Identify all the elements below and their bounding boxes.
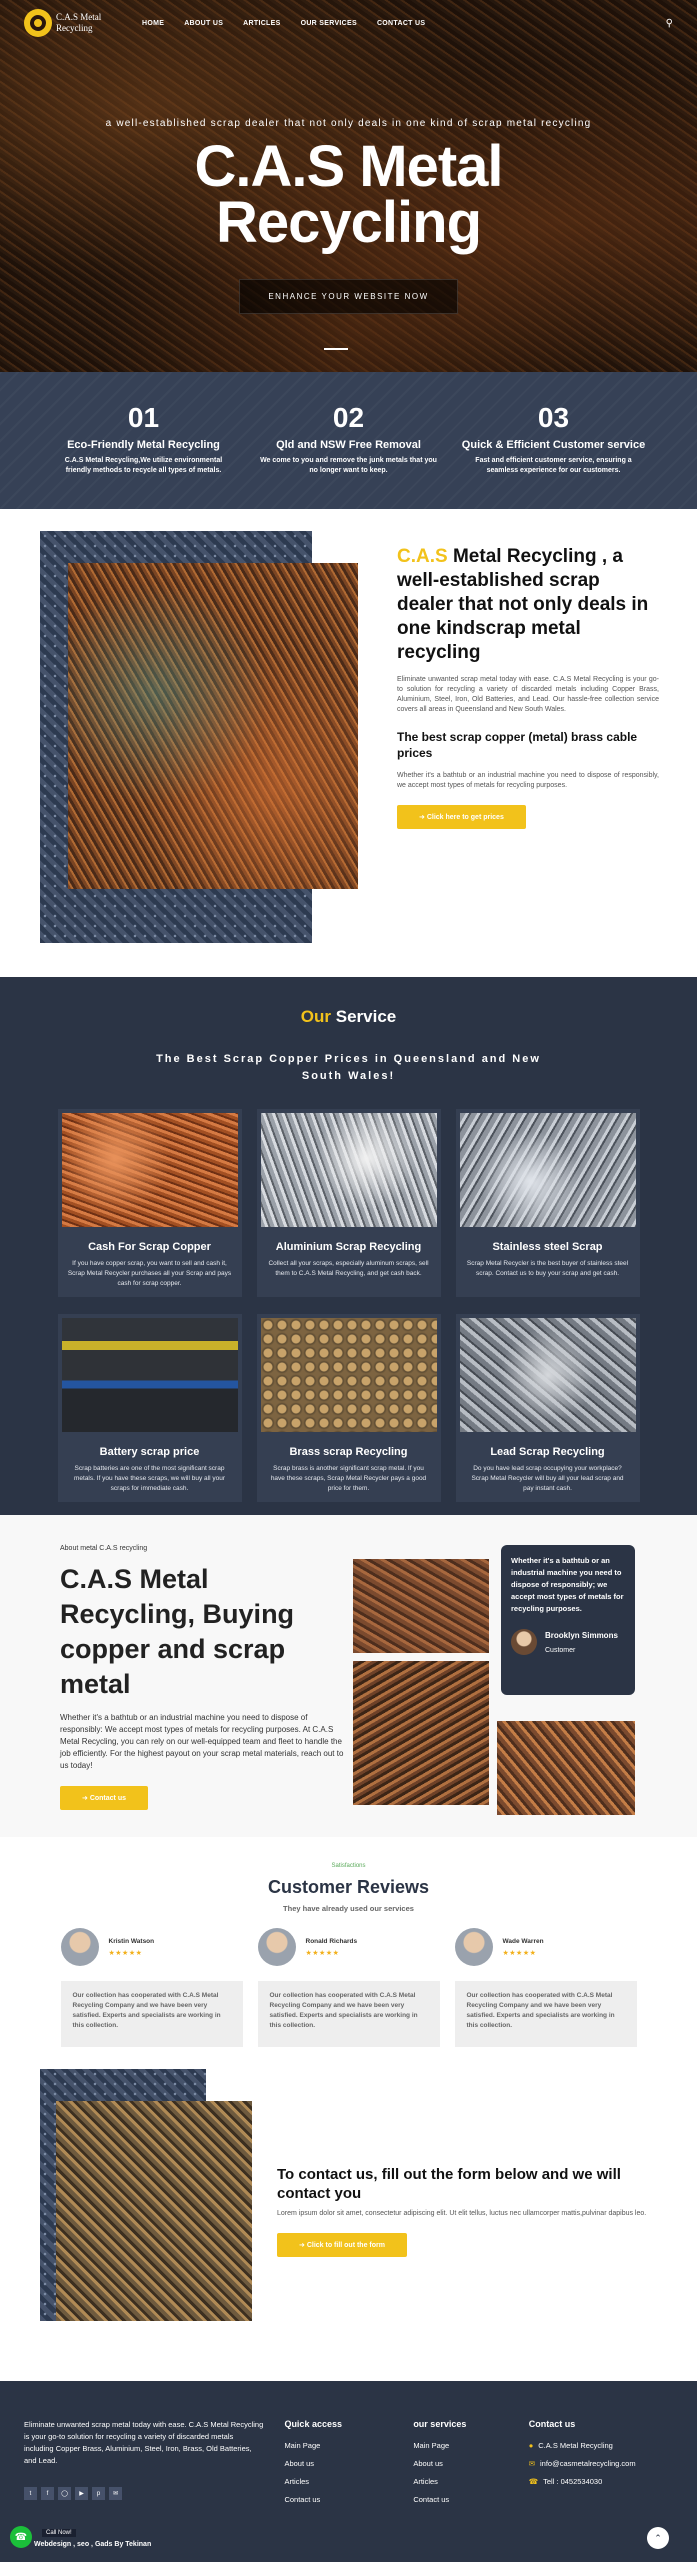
service-card-desc: Scrap Metal Recycler is the best buyer of stainless steel scrap. Contact us to buy your scrap and get cash. (466, 1260, 629, 1277)
contact-text (277, 2165, 657, 2257)
navbar (0, 0, 697, 46)
feature-desc: C.A.S Metal Recycling,We utilize environmental friendly methods to recycle all types of metals. (64, 457, 223, 474)
nav-contact[interactable]: CONTACT US (376, 19, 426, 27)
about-buying-text (60, 1545, 345, 1810)
about-buying-section (0, 1515, 697, 1837)
section-label: About metal C.A.S recycling (60, 1545, 148, 1552)
footer-about-text: Eliminate unwanted scrap metal today with ease. C.A.S Metal Recycling is your go-to solution for recycling a variety of discarded metals including Copper Brass, Aluminium, Steel, Iron, Brass, Old Batteries, and Lead. (24, 2420, 264, 2465)
service-card-title: Aluminium Scrap Recycling (275, 1241, 422, 1253)
service-card-desc: Collect all your scraps, especially aluminum scraps, sell them to C.A.S Metal Recycling, and get cash back. (268, 1260, 429, 1277)
scrap-pile-image (353, 1661, 489, 1805)
contact-paragraph: Lorem ipsum dolor sit amet, consectetur adipiscing elit. Ut elit tellus, luctus nec ullamcorper mattis,pulvinar dapibus leo. (277, 2210, 647, 2217)
contact-us-button[interactable]: ➜ Contact us (60, 1786, 148, 1810)
services-title-service: Service (335, 1007, 397, 1026)
main-menu (142, 20, 425, 27)
logo-text: C.A.S Metal Recycling (56, 12, 102, 33)
review-card (258, 1927, 440, 2047)
reviewer-name: Kristin Watson (108, 1937, 155, 1945)
mail-icon: ✉ (528, 2459, 536, 2468)
avatar (258, 1928, 296, 1966)
avatar (455, 1928, 493, 1966)
footer-link-main[interactable]: Main Page (413, 2441, 450, 2450)
slider-indicator[interactable] (324, 348, 348, 350)
twitter-icon[interactable]: t (24, 2487, 37, 2500)
aluminium-scrap-image (261, 1113, 437, 1227)
reviews-subtitle: They have already used our services (283, 1904, 414, 1913)
services-subtitle: The Best Scrap Copper Prices in Queensland and New South Wales! (156, 1053, 541, 1082)
reviewer-name: Wade Warren (502, 1937, 544, 1945)
rusty-scrap-image (353, 1559, 489, 1653)
footer-services (413, 2419, 528, 2562)
service-card-title: Battery scrap price (99, 1446, 200, 1458)
youtube-icon[interactable]: ▶ (75, 2487, 88, 2500)
about-section (0, 509, 697, 977)
scroll-to-top-button[interactable]: ⌃ (647, 2527, 669, 2549)
location-icon: ● (528, 2441, 534, 2450)
testimonial-person (511, 1629, 625, 1655)
feature-item (246, 402, 451, 509)
social-links (24, 2487, 264, 2500)
review-card (61, 1927, 243, 2047)
features-strip (0, 372, 697, 509)
footer-link-contact[interactable]: Contact us (413, 2495, 450, 2504)
phone-call-button[interactable]: ☎ (10, 2526, 32, 2548)
service-card[interactable] (456, 1109, 640, 1297)
nav-about[interactable]: ABOUT US (184, 19, 224, 27)
brass-scrap-image (261, 1318, 437, 1432)
brass-scrap-image (56, 2101, 252, 2321)
feature-title: Eco-Friendly Metal Recycling (67, 439, 220, 451)
service-card-desc: If you have copper scrap, you want to sell and cash it, Scrap Metal Recycler purchases all your Scrap and pays cash for scrap copper. (67, 1260, 232, 1287)
facebook-icon[interactable]: f (41, 2487, 54, 2500)
hero (0, 0, 697, 372)
fill-form-label: Click to fill out the form (306, 2242, 385, 2249)
testimonial-role: Customer (545, 1647, 576, 1654)
brand-highlight: C.A.S (397, 546, 448, 567)
hero-title (0, 134, 697, 255)
about-headline-rest: Metal Recycling , a well-established scrap dealer that not only deals in one kindscrap metal recycling (397, 546, 649, 663)
service-card-title: Cash For Scrap Copper (88, 1241, 211, 1253)
lead-scrap-image (460, 1318, 636, 1432)
review-text: Our collection has cooperated with C.A.S Metal Recycling Company and we have been very satisfied. Experts and specialists are working in this collection. (61, 1981, 243, 2047)
about-buying-title: C.A.S Metal Recycling, Buying copper and scrap metal (60, 1564, 295, 1699)
about-text (397, 545, 659, 829)
footer-quick-title: Quick access (284, 2419, 342, 2429)
instagram-icon[interactable]: ◯ (58, 2487, 71, 2500)
footer-link-about[interactable]: About us (413, 2459, 443, 2468)
service-card-title: Lead Scrap Recycling (490, 1446, 605, 1458)
mail-icon[interactable]: ✉ (109, 2487, 122, 2500)
battery-scrap-image (62, 1318, 238, 1432)
review-header (61, 1927, 243, 1967)
fill-form-button[interactable]: ➜ Click to fill out the form (277, 2233, 407, 2257)
service-card[interactable] (58, 1109, 242, 1297)
footer-link-articles[interactable]: Articles (284, 2477, 310, 2486)
footer-contact-title: Contact us (528, 2419, 576, 2429)
nav-articles[interactable]: ARTICLES (243, 19, 281, 27)
star-rating: ★★★★★ (305, 1949, 340, 1957)
footer-link-about[interactable]: About us (284, 2459, 315, 2468)
nav-services[interactable]: OUR SERVICES (300, 19, 357, 27)
footer-email-text: info@casmetalrecycling.com (540, 2459, 636, 2468)
footer-quick-access (284, 2419, 413, 2562)
call-now-label[interactable]: Call Now! (42, 2529, 76, 2537)
footer-company (529, 2441, 673, 2450)
review-header (258, 1927, 440, 1967)
hero-title-line2: Recycling (216, 190, 481, 255)
review-card (455, 1927, 637, 2047)
reviewer-name: Ronald Richards (305, 1937, 358, 1945)
review-text: Our collection has cooperated with C.A.S Metal Recycling Company and we have been very satisfied. Experts and specialists are working in this collection. (455, 1981, 637, 2047)
about-paragraph: Eliminate unwanted scrap metal today with ease. C.A.S Metal Recycling is your go-to solution for recycling a variety of discarded metals including Copper Brass, Aluminium, Steel, Iron, Old Batteries, and Lead. Our hassle-free collection service covers all areas in Queensland and New South Wales. (397, 676, 659, 713)
feature-number: 03 (537, 402, 570, 433)
pinterest-icon[interactable]: p (92, 2487, 105, 2500)
copper-scrap-image (62, 1113, 238, 1227)
hero-title-line1: C.A.S Metal (194, 134, 503, 199)
feature-desc: We come to you and remove the junk metals that you no longer want to keep. (260, 457, 437, 474)
footer-services-title: our services (413, 2419, 467, 2429)
get-prices-label: Click here to get prices (426, 814, 504, 821)
service-card[interactable] (257, 1314, 441, 1502)
steel-scrap-image (460, 1113, 636, 1227)
footer-company-text: C.A.S Metal Recycling (538, 2441, 613, 2450)
reviews-kicker: Satisfactions (331, 1863, 366, 1869)
testimonial-text: Whether it's a bathtub or an industrial machine you need to dispose of responsibly; we accept most types of metals for recycling purposes. (511, 1556, 624, 1613)
service-card-title: Brass scrap Recycling (289, 1446, 408, 1458)
footer-phone-text: Tell : 0452534030 (543, 2477, 603, 2486)
service-card-desc: Scrap brass is another significant scrap metal. If you have these scraps, Scrap Metal Recycler pays a good price for them. (270, 1465, 427, 1492)
feature-number: 01 (127, 402, 160, 433)
service-card[interactable] (456, 1314, 640, 1502)
reviews-grid (0, 1927, 697, 2047)
services-section (0, 977, 697, 1515)
scrap-wires-image (68, 563, 358, 889)
reviews-section (0, 1837, 697, 2069)
gear-logo-icon (24, 9, 52, 37)
service-cards (0, 1109, 697, 1502)
footer-link-main[interactable]: Main Page (284, 2441, 321, 2450)
service-card-title: Stainless steel Scrap (492, 1241, 603, 1253)
feature-item (41, 402, 246, 509)
feature-title: Qld and NSW Free Removal (276, 439, 421, 451)
hero-content (0, 118, 697, 314)
feature-title: Quick & Efficient Customer service (461, 439, 646, 451)
scrap-metal-image (497, 1721, 635, 1815)
avatar (511, 1629, 537, 1655)
footer-email[interactable] (529, 2459, 673, 2468)
hero-kicker: a well-established scrap dealer that not only deals in one kind of scrap metal recycling (105, 118, 592, 129)
contact-us-label: Contact us (89, 1795, 126, 1802)
footer-link-contact[interactable]: Contact us (284, 2495, 321, 2504)
review-text: Our collection has cooperated with C.A.S Metal Recycling Company and we have been very satisfied. Experts and specialists are working in this collection. (258, 1981, 440, 2047)
about-buying-paragraph: Whether it's a bathtub or an industrial machine you need to dispose of responsibly: We accept most types of metals for recycling purposes. At C.A.S Metal Recycling, you can rely on our well-equipped team and fleet to handle the job efficiently. For the highest payout on your scrap metal materials, reach out to us today! (60, 1713, 344, 1770)
service-card[interactable] (58, 1314, 242, 1502)
reviews-title: Customer Reviews (267, 1877, 430, 1897)
contact-section (0, 2069, 697, 2381)
service-card[interactable] (257, 1109, 441, 1297)
get-prices-button[interactable]: ➜ Click here to get prices (397, 805, 526, 829)
service-card-desc: Do you have lead scrap occupying your workplace? Scrap Metal Recycler will buy all your lead scrap and pay instant cash. (471, 1465, 624, 1492)
about-headline (397, 545, 659, 665)
footer (0, 2381, 697, 2562)
feature-item (451, 402, 656, 509)
phone-icon: ☎ (528, 2477, 539, 2486)
about-paragraph-2: Whether it's a bathtub or an industrial machine you need to dispose of responsibly, we accept most types of metals for recycling purposes. (397, 772, 659, 789)
services-title-our: Our (300, 1007, 331, 1026)
footer-phone[interactable] (529, 2477, 673, 2486)
avatar (61, 1928, 99, 1966)
about-subheading: The best scrap copper (metal) brass cable prices (397, 730, 638, 760)
testimonial-name: Brooklyn Simmons (545, 1631, 618, 1640)
feature-desc: Fast and efficient customer service, ensuring a seamless experience for our customers. (475, 457, 632, 474)
review-header (455, 1927, 637, 1967)
feature-number: 02 (332, 402, 365, 433)
contact-title: To contact us, fill out the form below and we will contact you (277, 2166, 621, 2202)
footer-credit: Webdesign , seo , Gads By Tekinan (34, 2541, 152, 2548)
service-card-desc: Scrap batteries are one of the most significant scrap metals. If you have these scraps, we will buy all your scraps for immediate cash. (73, 1465, 225, 1492)
search-icon[interactable]: ⚲ (665, 17, 673, 29)
hero-cta-button[interactable]: ENHANCE YOUR WEBSITE NOW (239, 279, 457, 314)
footer-link-articles[interactable]: Articles (413, 2477, 438, 2486)
star-rating: ★★★★★ (108, 1949, 143, 1957)
logo[interactable] (24, 9, 114, 37)
nav-home[interactable]: HOME (142, 19, 165, 27)
testimonial-card (501, 1545, 635, 1695)
services-title (0, 1007, 697, 1027)
star-rating: ★★★★★ (502, 1949, 537, 1957)
